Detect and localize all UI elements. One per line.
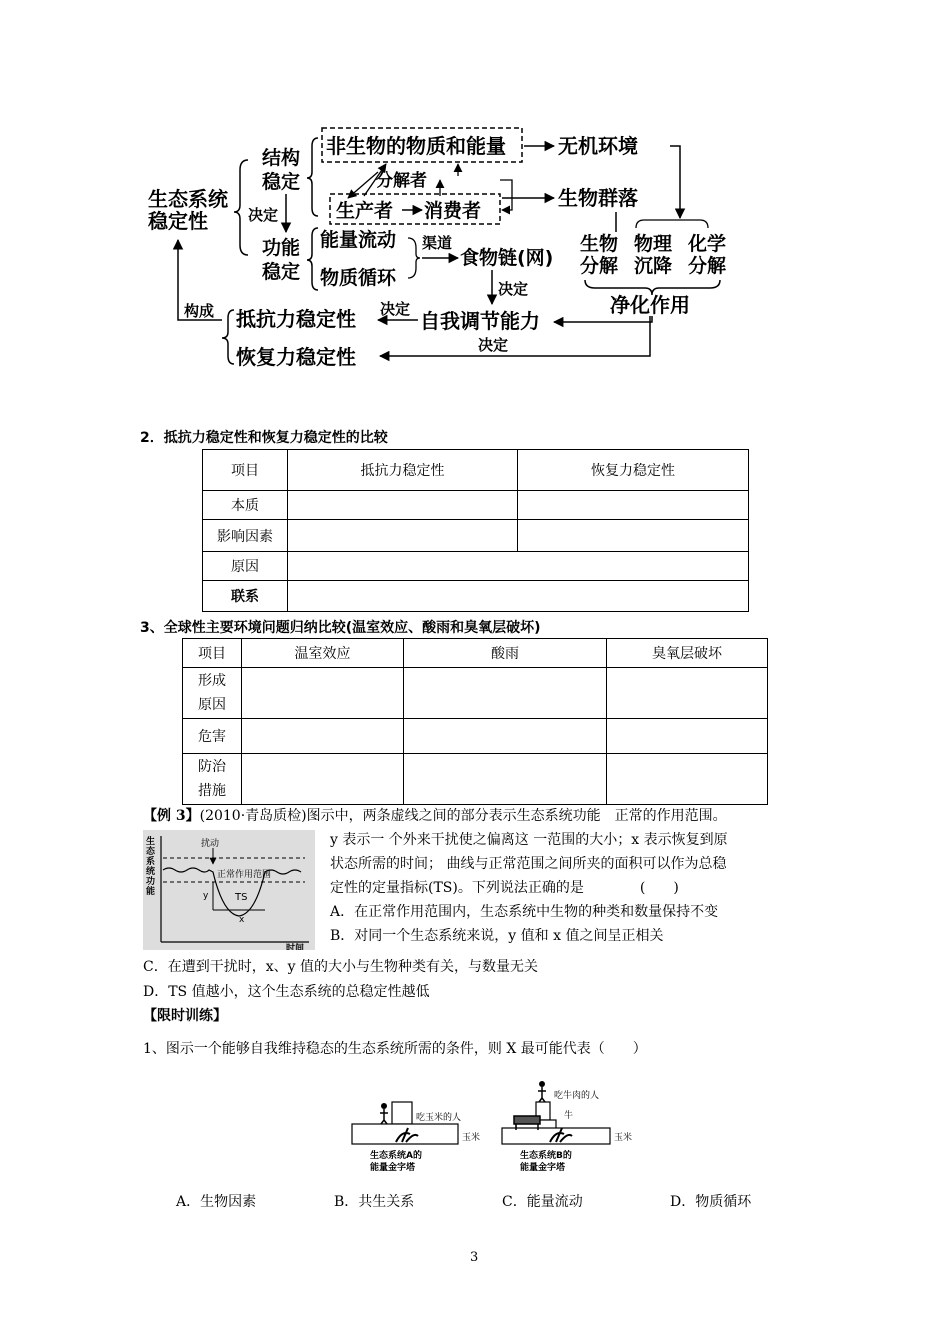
graph-ts: TS [235, 892, 248, 903]
q1-option-c: C．能量流动 [502, 1194, 583, 1210]
channel-label: 渠道 [422, 234, 453, 252]
table-header: 抵抗力稳定性 [288, 450, 518, 491]
graph-ylabel: 生态系统功能 [146, 837, 156, 897]
graph-time: 时间 [286, 944, 305, 950]
stability-label: 生态系统稳定性 [148, 187, 228, 233]
pyramid-b-caption: 生态系统B的能量金字塔 [520, 1151, 572, 1173]
chem-decomp-label: 化学分解 [688, 233, 727, 277]
table-header: 温室效应 [242, 639, 404, 668]
graph-x: x [239, 915, 245, 925]
example3-line2: y 表示一 个外来干扰使之偏离这 一范围的大小；x 表示恢复到原 [330, 832, 728, 848]
bio-decomp-label: 生物分解 [580, 233, 619, 277]
resistance-label: 抵抗力稳定性 [236, 307, 356, 331]
phys-settle-label: 物理沉降 [634, 233, 673, 277]
environment-table [182, 638, 768, 805]
pyramid-b [500, 1076, 650, 1176]
example3-line3: 状态所需的时间； 曲线与正常范围之间所夹的面积可以作为总稳 [330, 856, 727, 872]
section3-title: 3、全球性主要环境问题归纳比较(温室效应、酸雨和臭氧层破坏) [140, 620, 541, 636]
q1-option-d: D．物质循环 [670, 1194, 752, 1210]
purification-label: 净化作用 [610, 293, 690, 317]
decides-label: 决定 [248, 206, 279, 224]
pyramid-b-corn: 玉米 [614, 1133, 633, 1143]
concept-diagram [140, 120, 760, 380]
q1-option-b: B．共生关系 [334, 1194, 415, 1210]
row-label: 本质 [203, 491, 288, 520]
table-header: 恢复力稳定性 [518, 450, 749, 491]
table-header: 项目 [183, 639, 242, 668]
table-header: 臭氧层破坏 [607, 639, 768, 668]
page-number: 3 [470, 1250, 479, 1265]
pyramid-a [350, 1098, 490, 1178]
graph-y: y [203, 891, 209, 901]
row-label: 联系 [203, 581, 288, 612]
option-a: A．在正常作用范围内，生态系统中生物的种类和数量保持不变 [330, 904, 719, 920]
row-label: 原因 [203, 552, 288, 581]
producer-label: 生产者 [336, 200, 394, 222]
functional-label: 功能稳定 [262, 237, 301, 283]
pyramid-a-corn: 玉米 [462, 1133, 481, 1143]
q1-option-a: A．生物因素 [176, 1194, 257, 1210]
training-title: 【限时训练】 [143, 1008, 227, 1024]
decides3-label: 决定 [380, 300, 411, 318]
resilience-label: 恢复力稳定性 [236, 345, 356, 369]
pyramid-a-caption: 生态系统A的能量金字塔 [370, 1151, 422, 1173]
table-header: 项目 [203, 450, 288, 491]
constitutes-label: 构成 [184, 302, 215, 320]
row-label: 形成 原因 [183, 668, 242, 719]
comparison-table [202, 449, 749, 612]
example3-line4: 定性的定量指标(TS)。下列说法正确的是 ( ) [330, 880, 679, 896]
graph-normal-range: 正常作用范围 [217, 870, 272, 880]
pyramid-a-person: 吃玉米的人 [416, 1113, 462, 1123]
section2-title: 2．抵抗力稳定性和恢复力稳定性的比较 [140, 430, 388, 446]
food-chain-label: 食物链(网) [460, 247, 554, 269]
community-label: 生物群落 [558, 186, 638, 210]
inorganic-env-label: 无机环境 [558, 134, 638, 158]
row-label: 危害 [183, 719, 242, 754]
option-d: D．TS 值越小，这个生态系统的总稳定性越低 [143, 984, 430, 1000]
row-label: 影响因素 [203, 520, 288, 552]
example3-line1 [143, 804, 727, 828]
option-b: B．对同一个生态系统来说，y 值和 x 值之间呈正相关 [330, 928, 664, 944]
option-c: C．在遭到干扰时，x、y 值的大小与生物种类有关，与数量无关 [143, 959, 538, 975]
decides2-label: 决定 [498, 280, 529, 298]
question-1: 1、图示一个能够自我维持稳态的生态系统所需的条件，则 X 最可能代表（ ） [143, 1041, 647, 1057]
pyramid-b-person: 吃牛肉的人 [554, 1091, 600, 1101]
example3-text: (2010·青岛质检)图示中，两条虚线之间的部分表示生态系统功能 正常的作用范围。 [199, 808, 727, 824]
stability-graph [143, 830, 315, 950]
self-regulation-label: 自我调节能力 [420, 309, 540, 333]
abiotic-label: 非生物的物质和能量 [326, 134, 506, 158]
consumer-label: 消费者 [424, 200, 482, 222]
person-icon [539, 1081, 545, 1087]
structural-label: 结构稳定 [262, 147, 301, 193]
graph-disturb: 扰动 [201, 839, 220, 849]
decomposer-label: 分解者 [376, 171, 427, 191]
table-header: 酸雨 [404, 639, 607, 668]
energy-flow-label: 能量流动 [320, 229, 397, 251]
pyramid-b-cow: 牛 [564, 1111, 574, 1121]
example3-tag: 【例 3】 [143, 808, 200, 824]
person-icon [381, 1103, 387, 1109]
example3-body [330, 828, 810, 948]
material-cycle-label: 物质循环 [320, 267, 397, 289]
decides4-label: 决定 [478, 336, 509, 354]
row-label: 防治 措施 [183, 754, 242, 805]
